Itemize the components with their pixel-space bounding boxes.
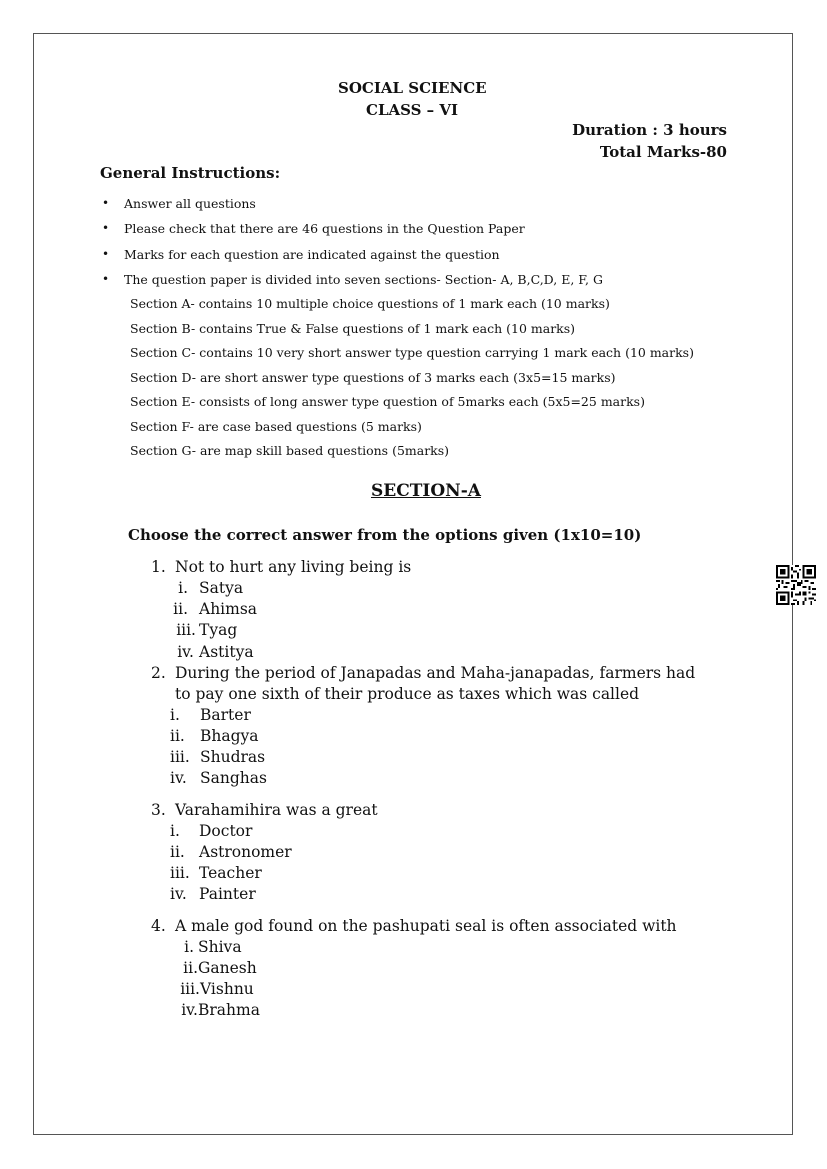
section-description: Section C- contains 10 very short answer type question carrying 1 mark each (10 marks)	[130, 345, 694, 360]
option-text: Brahma	[198, 1001, 260, 1019]
option-text: Astronomer	[199, 843, 292, 861]
option-text: Tyag	[199, 621, 238, 639]
bullet-icon: •	[102, 221, 110, 235]
section-a-instruction: Choose the correct answer from the options given (1x10=10)	[128, 526, 642, 544]
option-text: Barter	[200, 706, 251, 724]
option-label: iv.	[170, 885, 187, 903]
option-text: Painter	[199, 885, 256, 903]
option-text: Teacher	[199, 864, 262, 882]
question-text: During the period of Janapadas and Maha-janapadas, farmers had	[175, 664, 696, 682]
option-text: Doctor	[199, 822, 253, 840]
option-label: iii.	[170, 864, 190, 882]
question-text: Varahamihira was a great	[175, 801, 378, 819]
question-number: 4.	[151, 917, 166, 935]
option-label: ii.	[183, 959, 198, 977]
qr-code-icon	[776, 565, 816, 605]
question-text: A male god found on the pashupati seal is often associated with	[175, 917, 677, 935]
option-label: iv.	[177, 643, 194, 661]
option-text: Satya	[199, 579, 244, 597]
option-label: i.	[178, 579, 188, 597]
option-text: Vishnu	[200, 980, 254, 998]
option-label: ii.	[170, 727, 185, 745]
option-text: Ahimsa	[199, 600, 258, 618]
option-text: Shudras	[200, 748, 266, 766]
question-number: 2.	[151, 664, 166, 682]
option-label: i.	[184, 938, 194, 956]
question-text: Not to hurt any living being is	[175, 558, 412, 576]
option-label: iv.	[181, 1001, 198, 1019]
question-number: 3.	[151, 801, 166, 819]
subject-title: SOCIAL SCIENCE	[338, 79, 487, 97]
option-label: iii.	[180, 980, 200, 998]
question-text-continued: to pay one sixth of their produce as taxes which was called	[175, 685, 640, 703]
option-text: Sanghas	[200, 769, 267, 787]
general-instructions-heading: General Instructions:	[100, 164, 281, 182]
bullet-icon: •	[102, 196, 110, 210]
class-title: CLASS – VI	[366, 101, 459, 119]
option-label: ii.	[170, 843, 185, 861]
section-description: Section D- are short answer type questions of 3 marks each (3x5=15 marks)	[130, 370, 616, 385]
instruction-bullet: Answer all questions	[124, 196, 256, 211]
option-text: Shiva	[198, 938, 242, 956]
option-label: i.	[170, 706, 180, 724]
bullet-icon: •	[102, 272, 110, 286]
duration: Duration : 3 hours	[572, 121, 727, 139]
option-text: Ganesh	[198, 959, 257, 977]
section-a-heading: SECTION-A	[371, 481, 481, 501]
section-description: Section E- consists of long answer type question of 5marks each (5x5=25 marks)	[130, 394, 645, 409]
instruction-bullet: The question paper is divided into seven sections- Section- A, B,C,D, E, F, G	[124, 272, 603, 287]
total-marks: Total Marks-80	[599, 143, 727, 161]
option-label: iii.	[176, 621, 196, 639]
instruction-bullet: Please check that there are 46 questions in the Question Paper	[124, 221, 525, 236]
section-description: Section A- contains 10 multiple choice questions of 1 mark each (10 marks)	[130, 296, 610, 311]
option-label: iii.	[170, 748, 190, 766]
section-description: Section B- contains True & False questions of 1 mark each (10 marks)	[130, 321, 576, 336]
option-label: ii.	[173, 600, 188, 618]
option-label: iv.	[170, 769, 187, 787]
option-text: Bhagya	[200, 727, 259, 745]
question-number: 1.	[151, 558, 166, 576]
instruction-bullet: Marks for each question are indicated against the question	[124, 247, 500, 262]
section-description: Section G- are map skill based questions (5marks)	[130, 443, 450, 458]
bullet-icon: •	[102, 247, 110, 261]
section-description: Section F- are case based questions (5 marks)	[130, 419, 422, 434]
option-label: i.	[170, 822, 180, 840]
option-text: Astitya	[199, 643, 254, 661]
